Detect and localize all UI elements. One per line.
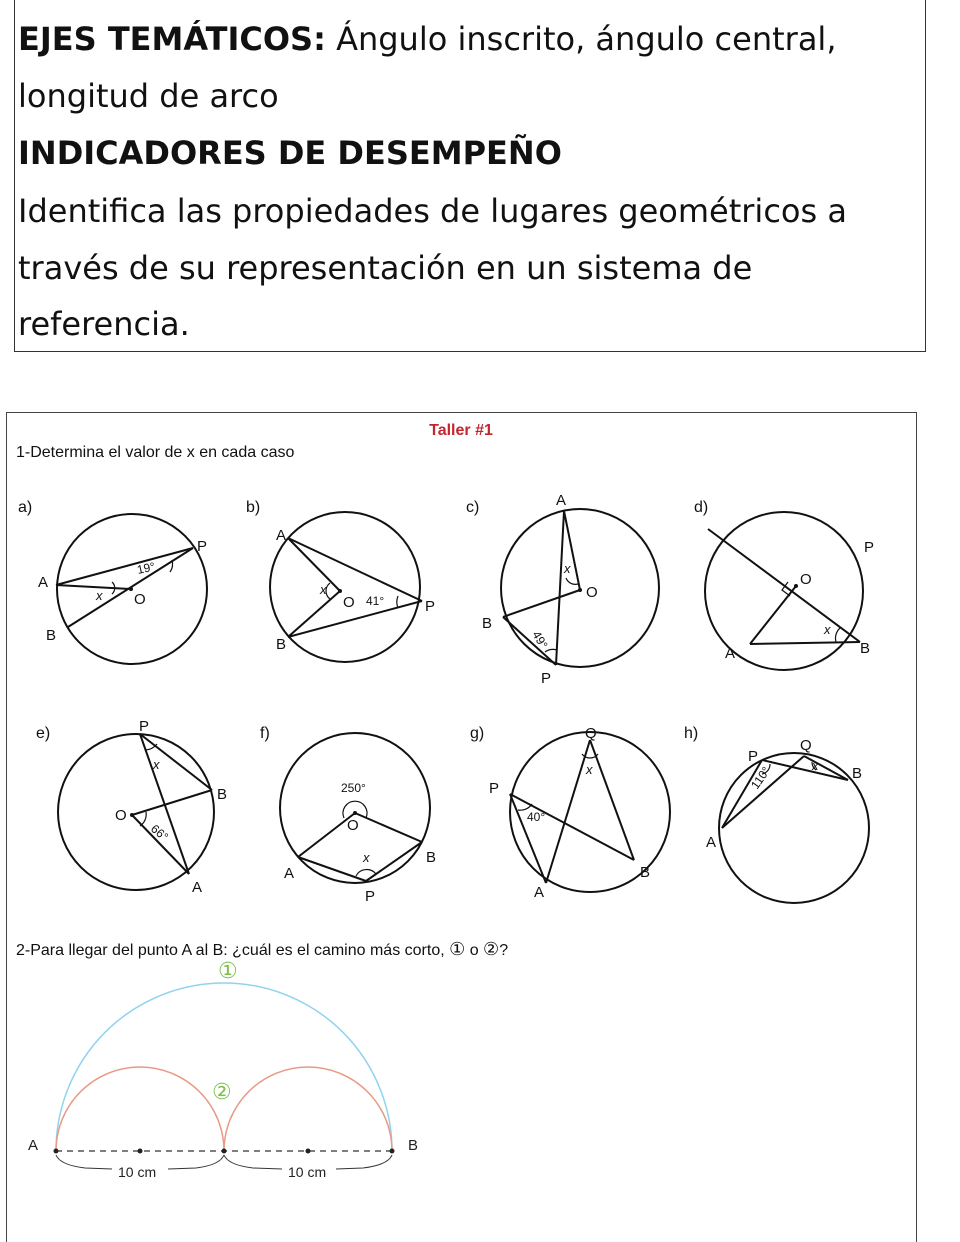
path-1-label: ① xyxy=(218,958,238,983)
fig-e-point-a: A xyxy=(192,879,203,896)
fig-c-point-a: A xyxy=(556,492,567,509)
fig-b-var: x xyxy=(320,582,327,597)
indicador-line-2: través de su representación en un sistema de xyxy=(18,249,753,287)
ejes-line-2: longitud de arco xyxy=(18,77,279,115)
fig-g-angle: 40° xyxy=(527,810,546,824)
ejes-label: EJES TEMÁTICOS: xyxy=(18,20,326,58)
question-2-circled-1: ① xyxy=(449,939,466,959)
fig-f-point-o: O xyxy=(347,817,359,834)
fig-c-angle: 49° xyxy=(529,628,551,652)
fig-g-point-a: A xyxy=(534,884,545,901)
fig-d-var: x xyxy=(824,622,831,637)
fig-e-point-b: B xyxy=(217,786,228,803)
fig-b-point-o: O xyxy=(343,594,355,611)
distance-2: 10 cm xyxy=(288,1164,327,1180)
fig-c-label: c) xyxy=(466,499,480,516)
indicador-line-1: Identifica las propiedades de lugares geométricos a xyxy=(18,192,847,230)
brace-2-left xyxy=(224,1155,282,1169)
fig-h-label: h) xyxy=(684,725,699,742)
fig-d-point-a: A xyxy=(725,645,736,662)
fig-g-point-b: B xyxy=(640,864,651,881)
fig-h-point-a: A xyxy=(706,834,717,851)
ejes-text: Ángulo inscrito, ángulo central, xyxy=(325,20,837,58)
question-2-prefix: 2-Para llegar del punto A al B: ¿cuál es el camino más corto, xyxy=(16,942,450,959)
fig-a-var: x xyxy=(96,588,103,603)
indicador-line-3: referencia. xyxy=(18,305,190,343)
fig-f-label: f) xyxy=(260,725,270,742)
fig-a-point-a: A xyxy=(38,574,49,591)
fig-a-point-o: O xyxy=(134,591,146,608)
fig-h-point-q: Q xyxy=(800,737,812,754)
point-b: B xyxy=(408,1137,419,1154)
fig-h-point-p: P xyxy=(748,748,759,765)
fig-a-point-p: P xyxy=(197,538,208,555)
fig-e-angle: 66° xyxy=(148,821,171,844)
fig-a-angle: 19° xyxy=(135,559,157,577)
fig-h-angle: 110° xyxy=(747,764,774,792)
point-a: A xyxy=(28,1137,39,1154)
brace-1-right xyxy=(168,1155,224,1169)
fig-b-label: b) xyxy=(246,499,261,516)
fig-g-var: x xyxy=(586,762,593,777)
fig-h-point-b: B xyxy=(852,765,863,782)
fig-h-var: x xyxy=(812,758,819,773)
fig-g-label: g) xyxy=(470,725,485,742)
fig-f-var: x xyxy=(363,850,370,865)
fig-d-point-b: B xyxy=(860,640,871,657)
taller-title: Taller #1 xyxy=(429,422,493,439)
question-2-circled-2: ② xyxy=(483,939,500,959)
fig-f-point-a: A xyxy=(284,865,295,882)
fig-c-point-b: B xyxy=(482,615,493,632)
fig-g-point-q: Q xyxy=(585,725,597,742)
fig-e-point-o: O xyxy=(115,807,127,824)
fig-a-label: a) xyxy=(18,499,33,516)
fig-e-point-p: P xyxy=(139,718,150,735)
fig-c-point-o: O xyxy=(586,584,598,601)
fig-e-var: x xyxy=(153,757,160,772)
path-2-label: ② xyxy=(212,1079,232,1104)
fig-c-var: x xyxy=(564,561,571,576)
distance-1: 10 cm xyxy=(118,1164,157,1180)
question-2-suffix: ? xyxy=(499,942,509,959)
fig-f-angle: 250° xyxy=(341,781,366,795)
brace-2-right xyxy=(336,1155,392,1169)
fig-f-point-p: P xyxy=(365,888,376,905)
fig-f-point-b: B xyxy=(426,849,437,866)
question-2-mid: o xyxy=(465,942,484,959)
question-1: 1-Determina el valor de x en cada caso xyxy=(16,444,295,461)
fig-e-label: e) xyxy=(36,725,51,742)
path-1-arc xyxy=(56,983,392,1151)
fig-d-point-o: O xyxy=(800,571,812,588)
fig-a-point-b: B xyxy=(46,627,57,644)
fig-d-label: d) xyxy=(694,499,709,516)
fig-b-point-b: B xyxy=(276,636,287,653)
fig-b-point-a: A xyxy=(276,527,287,544)
fig-g-point-p: P xyxy=(489,780,500,797)
path-2-arc-right xyxy=(224,1067,392,1151)
fig-b-point-p: P xyxy=(425,598,436,615)
fig-c-point-p: P xyxy=(541,670,552,687)
fig-d-point-p: P xyxy=(864,539,875,556)
brace-1-left xyxy=(56,1155,112,1169)
path-2-arc-left xyxy=(56,1067,224,1151)
fig-b-angle: 41° xyxy=(366,594,385,608)
indicadores-title: INDICADORES DE DESEMPEÑO xyxy=(18,134,562,172)
